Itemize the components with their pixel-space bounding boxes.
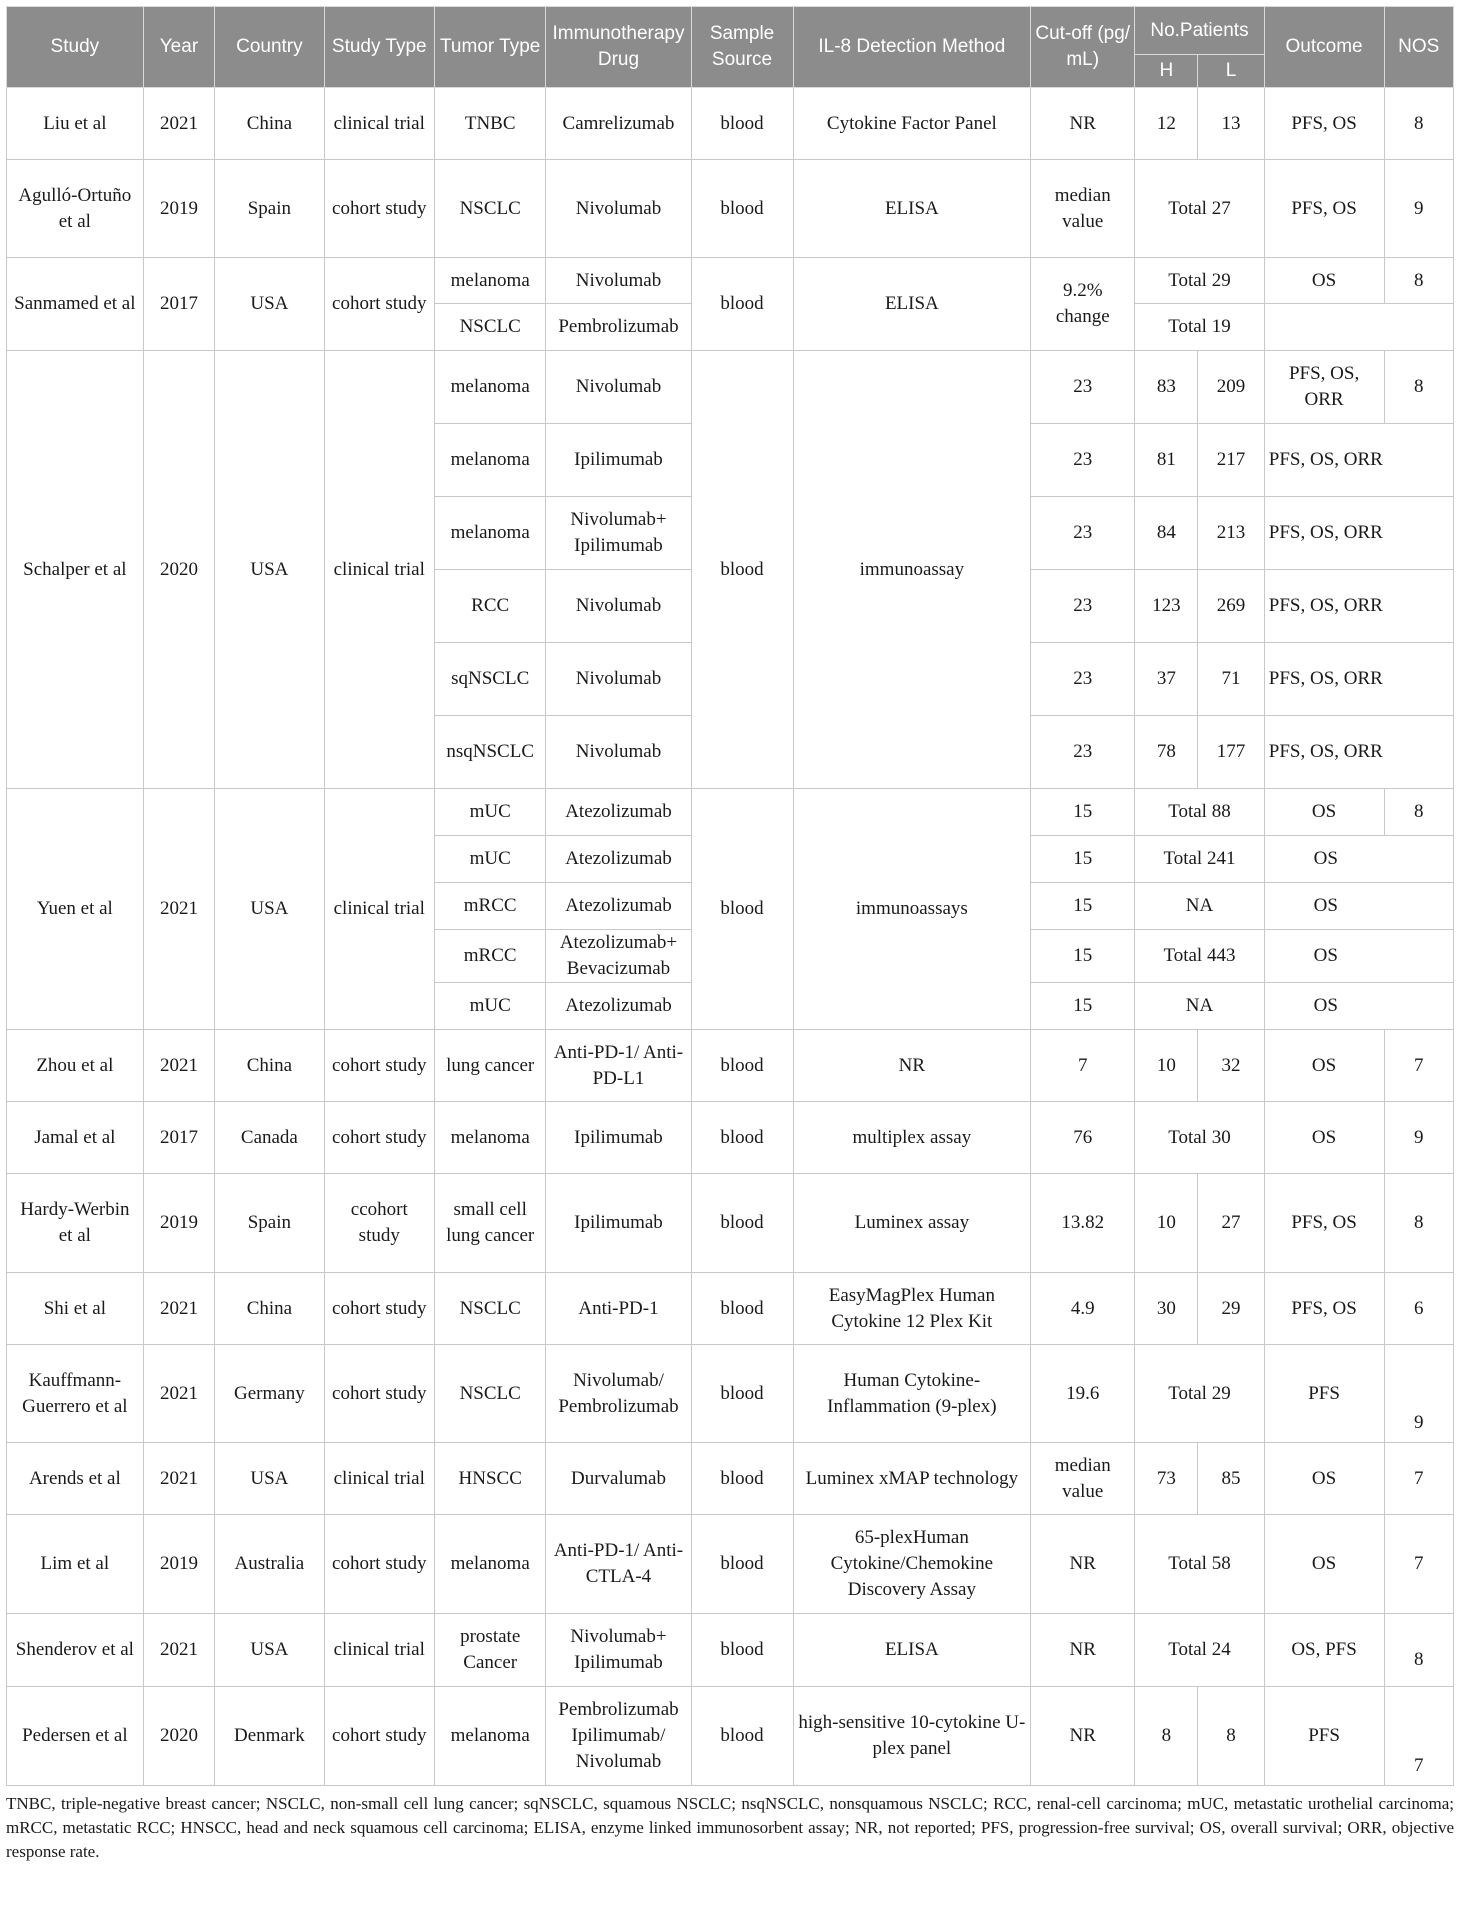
cell-drug: Nivolumab [546, 351, 691, 424]
cell-study-type: clinical trial [324, 351, 434, 789]
cell-total-patients: Total 19 [1135, 304, 1264, 351]
cell-outcome: PFS [1264, 1687, 1384, 1786]
cell-tumor: mRCC [434, 930, 545, 983]
cell-outcome: PFS, OS, ORR [1264, 424, 1453, 497]
cell-study: Pedersen et al [7, 1687, 144, 1786]
cell-outcome: PFS, OS [1264, 160, 1384, 258]
cell-method: Luminex assay [793, 1174, 1031, 1273]
cell-study: Jamal et al [7, 1102, 144, 1174]
cell-tumor: nsqNSCLC [434, 716, 545, 789]
table-row [7, 258, 1454, 304]
cell-tumor: melanoma [434, 258, 545, 304]
cell-study-type: cohort study [324, 1687, 434, 1786]
cell-cutoff: 23 [1031, 643, 1135, 716]
cell-cutoff: 76 [1031, 1102, 1135, 1174]
cell-nos: 7 [1384, 1443, 1453, 1515]
cell-tumor: melanoma [434, 1102, 545, 1174]
cell-study-type: clinical trial [324, 789, 434, 1030]
table-row [7, 160, 1454, 258]
cell-cutoff: NR [1031, 88, 1135, 160]
cell-drug: Nivolumab [546, 643, 691, 716]
cell-sample: blood [691, 351, 793, 789]
cell-cutoff: 13.82 [1031, 1174, 1135, 1273]
cell-cutoff: 9.2% change [1031, 258, 1135, 351]
cell-tumor: NSCLC [434, 304, 545, 351]
cell-country: USA [215, 1443, 324, 1515]
cell-sample: blood [691, 258, 793, 351]
cell-tumor: lung cancer [434, 1030, 545, 1102]
header-drug: Immunotherapy Drug [546, 7, 691, 88]
cell-drug: Atezolizumab [546, 983, 691, 1030]
cell-country: USA [215, 1614, 324, 1687]
cell-sample: blood [691, 1030, 793, 1102]
cell-study: Lim et al [7, 1515, 144, 1614]
cell-method: Luminex xMAP technology [793, 1443, 1031, 1515]
cell-l: 71 [1198, 643, 1264, 716]
cell-cutoff: 15 [1031, 789, 1135, 836]
cell-method: EasyMagPlex Human Cytokine 12 Plex Kit [793, 1273, 1031, 1345]
cell-drug: Atezolizumab+ Bevacizumab [546, 930, 691, 983]
cell-total-patients: Total 29 [1135, 258, 1264, 304]
cell-method: 65-plexHuman Cytokine/Chemokine Discovery Assay [793, 1515, 1031, 1614]
header-outcome: Outcome [1264, 7, 1384, 88]
cell-year: 2020 [143, 351, 215, 789]
cell-sample: blood [691, 789, 793, 1030]
cell-outcome: OS [1264, 836, 1453, 883]
cell-outcome: OS, PFS [1264, 1614, 1384, 1687]
table-row [7, 789, 1454, 836]
header-year: Year [143, 7, 215, 88]
cell-drug: Pembrolizumab Ipilimumab/ Nivolumab [546, 1687, 691, 1786]
cell-h: 123 [1135, 570, 1198, 643]
cell-outcome: PFS, OS, ORR [1264, 497, 1453, 570]
cell-study-type: cohort study [324, 1273, 434, 1345]
cell-nos: 7 [1384, 1687, 1453, 1786]
cell-cutoff: 15 [1031, 836, 1135, 883]
table-row [7, 1687, 1454, 1786]
cell-nos: 9 [1384, 1102, 1453, 1174]
cell-year: 2020 [143, 1687, 215, 1786]
cell-total-patients: Total 24 [1135, 1614, 1264, 1687]
cell-cutoff: 23 [1031, 424, 1135, 497]
header-study: Study [7, 7, 144, 88]
cell-tumor: melanoma [434, 1515, 545, 1614]
cell-drug: Atezolizumab [546, 883, 691, 930]
cell-cutoff: NR [1031, 1515, 1135, 1614]
cell-country: Australia [215, 1515, 324, 1614]
table-row [7, 88, 1454, 160]
cell-tumor: melanoma [434, 497, 545, 570]
cell-nos: 6 [1384, 1273, 1453, 1345]
cell-study-type: clinical trial [324, 88, 434, 160]
cell-cutoff: NR [1031, 1687, 1135, 1786]
cell-year: 2017 [143, 258, 215, 351]
cell-cutoff: 23 [1031, 570, 1135, 643]
cell-sample: blood [691, 1443, 793, 1515]
cell-year: 2021 [143, 88, 215, 160]
cell-study: Liu et al [7, 88, 144, 160]
cell-tumor: NSCLC [434, 1273, 545, 1345]
cell-year: 2019 [143, 160, 215, 258]
cell-method: ELISA [793, 160, 1031, 258]
cell-h: 12 [1135, 88, 1198, 160]
cell-l: 29 [1198, 1273, 1264, 1345]
table-row [7, 1614, 1454, 1687]
cell-drug: Atezolizumab [546, 789, 691, 836]
cell-outcome: OS [1264, 1102, 1384, 1174]
table-row [7, 1174, 1454, 1273]
cell-study-type: cohort study [324, 1102, 434, 1174]
cell-country: China [215, 1273, 324, 1345]
cell-l: 209 [1198, 351, 1264, 424]
cell-l: 217 [1198, 424, 1264, 497]
cell-tumor: small cell lung cancer [434, 1174, 545, 1273]
header-nos: NOS [1384, 7, 1453, 88]
table-footnote: TNBC, triple-negative breast cancer; NSCLC, non-small cell lung cancer; sqNSCLC, squamous NSCLC; nsqNSCLC, nonsquamous NSCLC; RCC, renal-cell carcinoma; mUC, metastatic urothelial carcinoma; mRCC, metastatic RCC; HNSCC, head and neck squamous cell carcinoma; ELISA, enzyme linked immunosorbent assay; NR, not reported; PFS, progression-free survival; OS, overall survival; ORR, objective response rate. [6, 1794, 1454, 1861]
cell-sample: blood [691, 1102, 793, 1174]
cell-year: 2021 [143, 789, 215, 1030]
cell-year: 2021 [143, 1614, 215, 1687]
cell-cutoff: 15 [1031, 983, 1135, 1030]
studies-table [6, 6, 1454, 1786]
cell-study: Arends et al [7, 1443, 144, 1515]
header-l: L [1198, 55, 1264, 88]
cell-tumor: melanoma [434, 351, 545, 424]
cell-year: 2019 [143, 1515, 215, 1614]
cell-cutoff: NR [1031, 1614, 1135, 1687]
cell-drug: Nivolumab+ Ipilimumab [546, 497, 691, 570]
header-h: H [1135, 55, 1198, 88]
cell-outcome: PFS, OS, ORR [1264, 570, 1453, 643]
cell-sample: blood [691, 160, 793, 258]
header-tumor-type: Tumor Type [434, 7, 545, 88]
cell-tumor: mUC [434, 836, 545, 883]
cell-outcome: OS [1264, 883, 1453, 930]
cell-h: 73 [1135, 1443, 1198, 1515]
header-sample-source: Sample Source [691, 7, 793, 88]
cell-nos: 8 [1384, 789, 1453, 836]
table-header [7, 7, 1454, 88]
cell-study-type: cohort study [324, 1030, 434, 1102]
cell-tumor: NSCLC [434, 160, 545, 258]
cell-drug: Nivolumab+ Ipilimumab [546, 1614, 691, 1687]
cell-study-type: cohort study [324, 1345, 434, 1443]
cell-h: 10 [1135, 1174, 1198, 1273]
cell-method: Human Cytokine-Inflammation (9-plex) [793, 1345, 1031, 1443]
cell-method: immunoassays [793, 789, 1031, 1030]
cell-study-type: ccohort study [324, 1174, 434, 1273]
cell-country: Spain [215, 160, 324, 258]
cell-year: 2021 [143, 1030, 215, 1102]
cell-tumor: mRCC [434, 883, 545, 930]
cell-sample: blood [691, 1614, 793, 1687]
cell-drug: Ipilimumab [546, 424, 691, 497]
cell-outcome: PFS [1264, 1345, 1384, 1443]
cell-method: ELISA [793, 258, 1031, 351]
cell-tumor: TNBC [434, 88, 545, 160]
cell-h: 30 [1135, 1273, 1198, 1345]
cell-drug: Nivolumab [546, 258, 691, 304]
cell-cutoff: 23 [1031, 497, 1135, 570]
cell-country: China [215, 1030, 324, 1102]
cell-drug: Nivolumab [546, 716, 691, 789]
cell-study: Zhou et al [7, 1030, 144, 1102]
cell-outcome: OS [1264, 1443, 1384, 1515]
cell-drug: Durvalumab [546, 1443, 691, 1515]
cell-outcome: OS [1264, 258, 1384, 304]
cell-drug: Anti-PD-1 [546, 1273, 691, 1345]
cell-nos: 8 [1384, 351, 1453, 424]
cell-outcome: OS [1264, 930, 1453, 983]
cell-l: 269 [1198, 570, 1264, 643]
cell-outcome: PFS, OS, ORR [1264, 716, 1453, 789]
cell-outcome: OS [1264, 1030, 1384, 1102]
cell-study: Shi et al [7, 1273, 144, 1345]
header-country: Country [215, 7, 324, 88]
cell-nos: 8 [1384, 88, 1453, 160]
cell-country: USA [215, 789, 324, 1030]
cell-nos: 9 [1384, 1345, 1453, 1443]
cell-cutoff: 7 [1031, 1030, 1135, 1102]
header-no-patients: No.Patients [1135, 7, 1264, 55]
table-row [7, 1030, 1454, 1102]
cell-country: Germany [215, 1345, 324, 1443]
cell-total-patients: NA [1135, 883, 1264, 930]
cell-cutoff: median value [1031, 1443, 1135, 1515]
cell-method: immunoassay [793, 351, 1031, 789]
cell-total-patients: Total 30 [1135, 1102, 1264, 1174]
header-cutoff: Cut-off (pg/ mL) [1031, 7, 1135, 88]
cell-nos: 8 [1384, 1174, 1453, 1273]
cell-tumor: RCC [434, 570, 545, 643]
cell-study: Sanmamed et al [7, 258, 144, 351]
cell-year: 2021 [143, 1345, 215, 1443]
cell-sample: blood [691, 1515, 793, 1614]
cell-drug: Anti-PD-1/ Anti-PD-L1 [546, 1030, 691, 1102]
cell-sample: blood [691, 1345, 793, 1443]
cell-cutoff: 4.9 [1031, 1273, 1135, 1345]
cell-outcome: OS [1264, 789, 1384, 836]
cell-total-patients: Total 29 [1135, 1345, 1264, 1443]
cell-country: Denmark [215, 1687, 324, 1786]
cell-country: USA [215, 258, 324, 351]
cell-l: 85 [1198, 1443, 1264, 1515]
cell-year: 2021 [143, 1273, 215, 1345]
header-detection-method: IL-8 Detection Method [793, 7, 1031, 88]
cell-tumor: prostate Cancer [434, 1614, 545, 1687]
cell-study: Yuen et al [7, 789, 144, 1030]
cell-h: 10 [1135, 1030, 1198, 1102]
cell-h: 8 [1135, 1687, 1198, 1786]
cell-tumor: HNSCC [434, 1443, 545, 1515]
cell-country: Canada [215, 1102, 324, 1174]
cell-tumor: NSCLC [434, 1345, 545, 1443]
cell-study-type: clinical trial [324, 1443, 434, 1515]
cell-method: NR [793, 1030, 1031, 1102]
table-body [7, 88, 1454, 1786]
cell-method: ELISA [793, 1614, 1031, 1687]
cell-drug: Atezolizumab [546, 836, 691, 883]
cell-study-type: cohort study [324, 258, 434, 351]
cell-study: Kauffmann-Guerrero et al [7, 1345, 144, 1443]
table-row [7, 1345, 1454, 1443]
cell-l: 8 [1198, 1687, 1264, 1786]
table-container [6, 6, 1454, 1864]
cell-nos: 7 [1384, 1515, 1453, 1614]
cell-study-type: cohort study [324, 160, 434, 258]
cell-cutoff: 23 [1031, 351, 1135, 424]
cell-nos: 8 [1384, 258, 1453, 304]
cell-h: 83 [1135, 351, 1198, 424]
cell-h: 78 [1135, 716, 1198, 789]
cell-drug: Nivolumab [546, 160, 691, 258]
table-row [7, 1443, 1454, 1515]
cell-l: 13 [1198, 88, 1264, 160]
cell-cutoff: 15 [1031, 930, 1135, 983]
cell-drug: Ipilimumab [546, 1174, 691, 1273]
table-row [7, 1102, 1454, 1174]
cell-method: Cytokine Factor Panel [793, 88, 1031, 160]
cell-country: China [215, 88, 324, 160]
cell-l: 32 [1198, 1030, 1264, 1102]
cell-total-patients: NA [1135, 983, 1264, 1030]
cell-drug: Nivolumab [546, 570, 691, 643]
cell-l: 177 [1198, 716, 1264, 789]
cell-study: Agulló-Ortuño et al [7, 160, 144, 258]
cell-total-patients: Total 241 [1135, 836, 1264, 883]
cell-year: 2017 [143, 1102, 215, 1174]
table-row [7, 1515, 1454, 1614]
cell-year: 2019 [143, 1174, 215, 1273]
cell-study: Schalper et al [7, 351, 144, 789]
cell-drug: Nivolumab/ Pembrolizumab [546, 1345, 691, 1443]
cell-cutoff: 15 [1031, 883, 1135, 930]
cell-country: USA [215, 351, 324, 789]
cell-total-patients: Total 58 [1135, 1515, 1264, 1614]
cell-h: 84 [1135, 497, 1198, 570]
cell-method: multiplex assay [793, 1102, 1031, 1174]
cell-outcome: PFS, OS, ORR [1264, 643, 1453, 716]
cell-cutoff: median value [1031, 160, 1135, 258]
table-row [7, 1273, 1454, 1345]
cell-outcome: PFS, OS [1264, 1273, 1384, 1345]
cell-sample: blood [691, 1687, 793, 1786]
cell-l: 213 [1198, 497, 1264, 570]
cell-country: Spain [215, 1174, 324, 1273]
cell-cutoff: 19.6 [1031, 1345, 1135, 1443]
cell-nos: 7 [1384, 1030, 1453, 1102]
cell-nos: 8 [1384, 1614, 1453, 1687]
cell-h: 81 [1135, 424, 1198, 497]
cell-outcome: OS [1264, 983, 1453, 1030]
cell-drug: Anti-PD-1/ Anti-CTLA-4 [546, 1515, 691, 1614]
cell-sample: blood [691, 88, 793, 160]
cell-tumor: mUC [434, 789, 545, 836]
cell-nos: 9 [1384, 160, 1453, 258]
cell-method: high-sensitive 10-cytokine U-plex panel [793, 1687, 1031, 1786]
cell-outcome: PFS, OS [1264, 1174, 1384, 1273]
cell-outcome: PFS, OS, ORR [1264, 351, 1384, 424]
cell-l: 27 [1198, 1174, 1264, 1273]
cell-outcome: PFS, OS [1264, 88, 1384, 160]
cell-drug: Ipilimumab [546, 1102, 691, 1174]
cell-tumor: sqNSCLC [434, 643, 545, 716]
cell-study: Hardy-Werbin et al [7, 1174, 144, 1273]
cell-tumor: mUC [434, 983, 545, 1030]
cell-sample: blood [691, 1174, 793, 1273]
table-row [7, 351, 1454, 424]
cell-h: 37 [1135, 643, 1198, 716]
cell-outcome: OS [1264, 1515, 1384, 1614]
cell-tumor: melanoma [434, 1687, 545, 1786]
cell-cutoff: 23 [1031, 716, 1135, 789]
cell-sample: blood [691, 1273, 793, 1345]
cell-study-type: cohort study [324, 1515, 434, 1614]
cell-outcome-empty [1264, 304, 1453, 351]
cell-drug: Camrelizumab [546, 88, 691, 160]
cell-study: Shenderov et al [7, 1614, 144, 1687]
cell-study-type: clinical trial [324, 1614, 434, 1687]
cell-year: 2021 [143, 1443, 215, 1515]
cell-total-patients: Total 443 [1135, 930, 1264, 983]
cell-total-patients: Total 88 [1135, 789, 1264, 836]
cell-drug: Pembrolizumab [546, 304, 691, 351]
cell-total-patients: Total 27 [1135, 160, 1264, 258]
header-study-type: Study Type [324, 7, 434, 88]
cell-tumor: melanoma [434, 424, 545, 497]
